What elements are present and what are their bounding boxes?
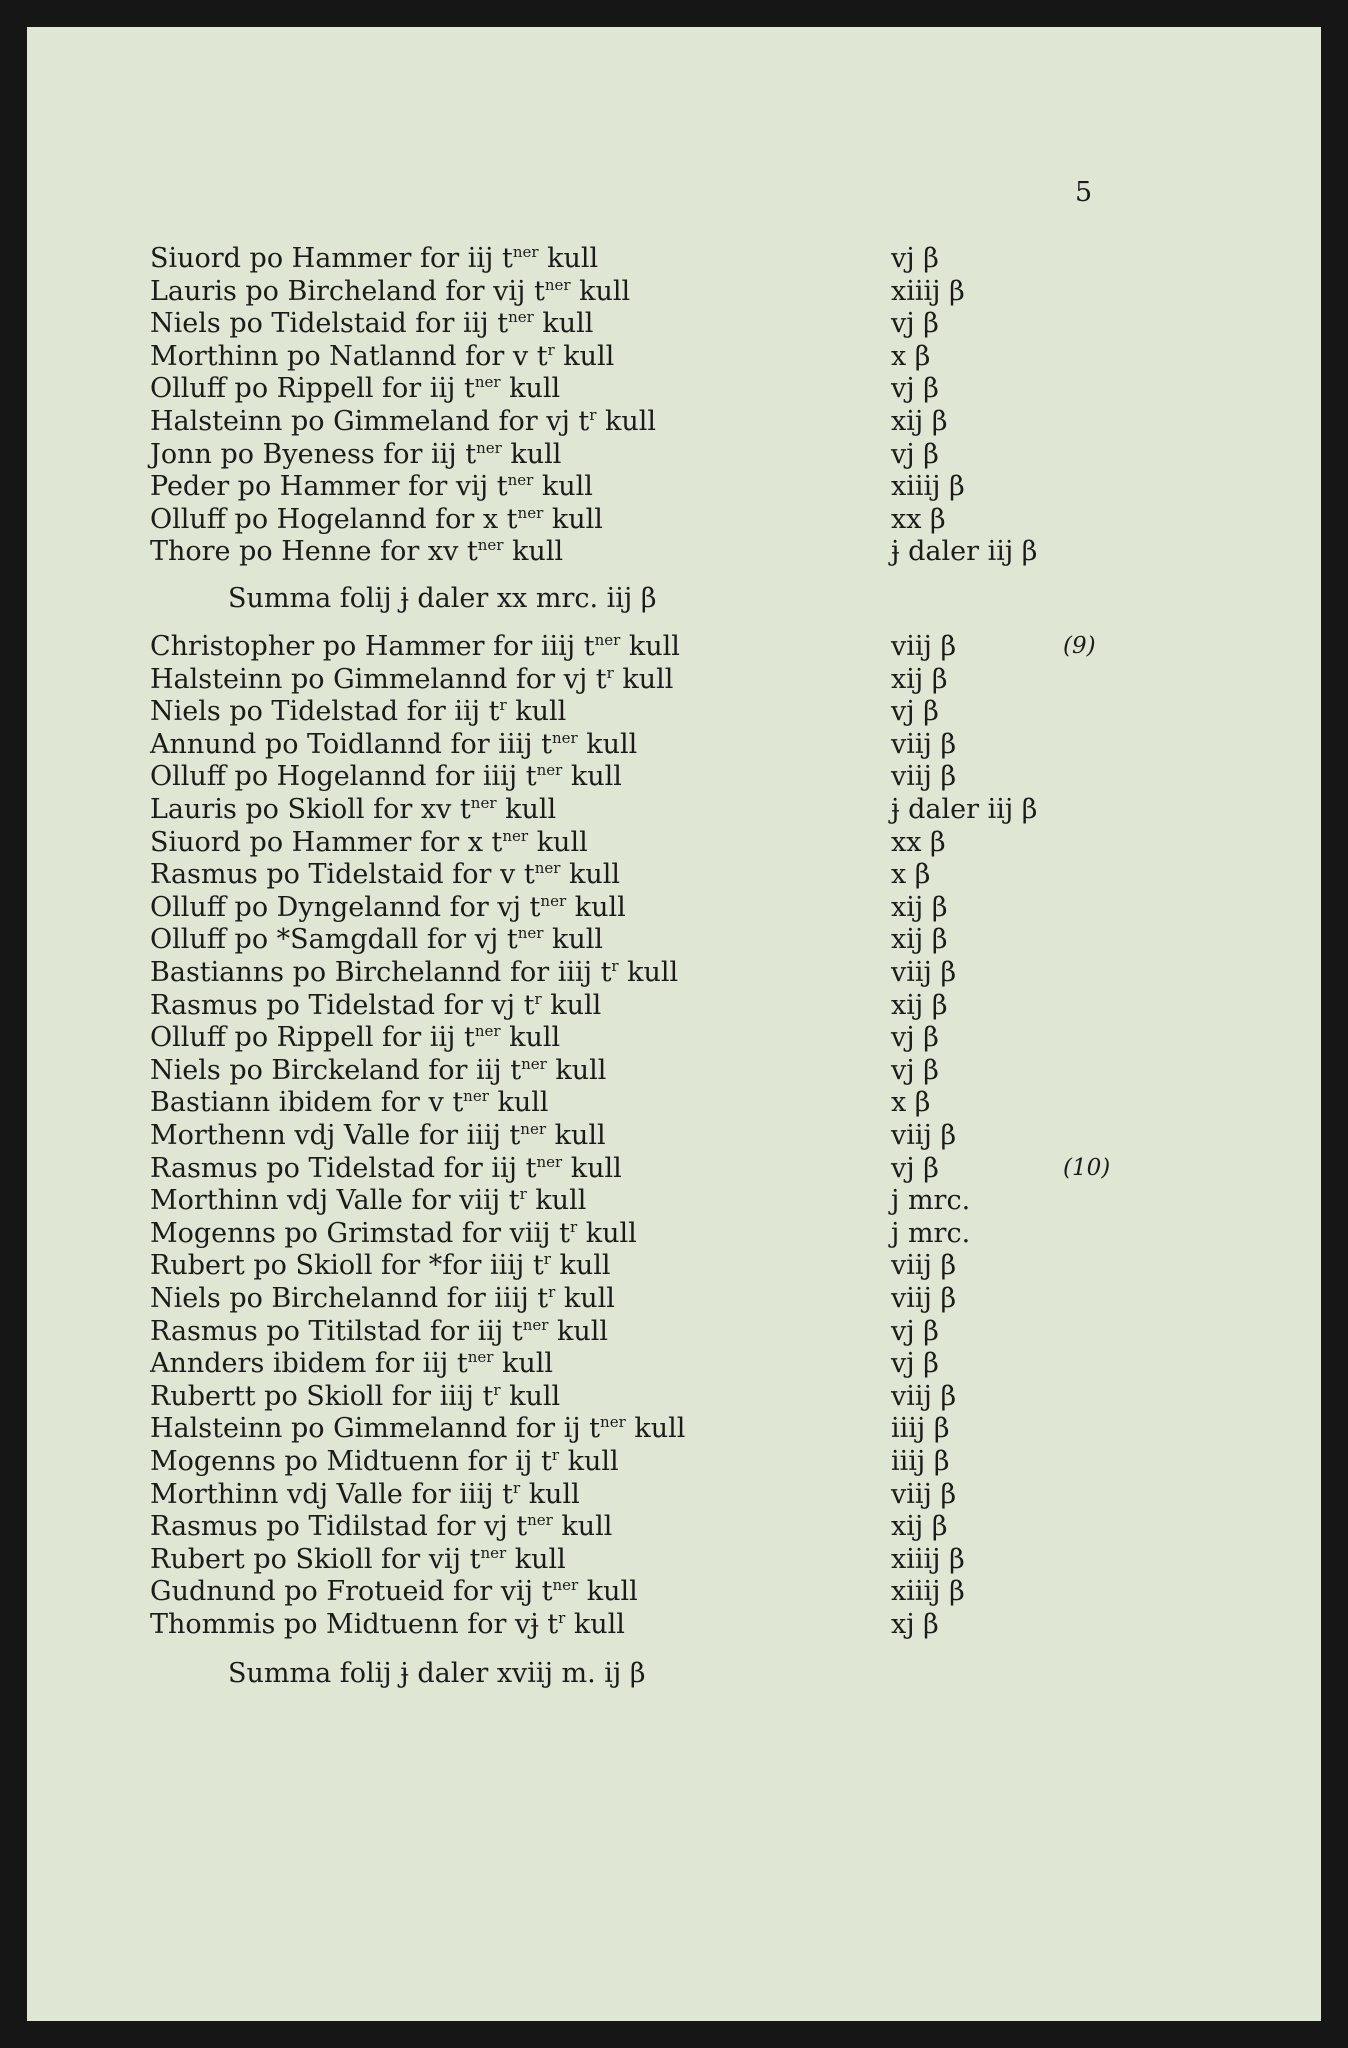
ledger-row xyxy=(27,307,1321,340)
superscript-abbrev: r xyxy=(611,957,619,975)
superscript-abbrev: r xyxy=(551,1446,559,1464)
entry-text: Thore po Henne for xv $t^{ner}$ kull xyxy=(150,536,564,568)
ledger-row xyxy=(27,923,1321,956)
entry-text: Siuord po Hammer for iij $t^{ner}$ kull xyxy=(150,243,599,274)
amount-text: j mrc. xyxy=(891,1185,971,1217)
entry-text: Halsteinn po Gimmeland for vj $t^r$ kull xyxy=(150,406,657,437)
entry-text: Niels po Tidelstaid for iij $t^{ner}$ kull xyxy=(150,308,594,340)
ledger-row xyxy=(27,858,1321,891)
ledger-row xyxy=(27,956,1321,989)
superscript-abbrev: r xyxy=(499,696,507,715)
ledger-row xyxy=(27,405,1321,438)
amount-text: vj β xyxy=(891,696,939,728)
entry-text: Gudnund po Frotueid for vij $t^{ner}$ kull xyxy=(150,1576,638,1608)
ledger-row xyxy=(27,793,1321,826)
ledger-row xyxy=(27,242,1321,275)
ledger-row xyxy=(27,275,1321,308)
amount-text: xiiij β xyxy=(891,1543,965,1575)
entry-text: Morthinn vdj Valle for iiij $t^r$ kull xyxy=(150,1478,580,1510)
ledger-row xyxy=(27,503,1321,536)
entry-text: Peder po Hammer for vij $t^{ner}$ kull xyxy=(150,471,593,503)
ledger-row xyxy=(27,695,1321,728)
entry-text: Rubert po Skioll for vij $t^{ner}$ kull xyxy=(150,1543,566,1575)
amount-text: viij β xyxy=(891,1120,957,1151)
ledger-row xyxy=(27,340,1321,373)
superscript-abbrev: ner xyxy=(540,891,567,910)
entry-text: Rasmus po Tidelstad for vj $t^r$ kull xyxy=(150,989,602,1021)
amount-text: xij β xyxy=(891,891,948,923)
entry-text: Niels po Birchelannd for iiij $t^r$ kull xyxy=(150,1283,615,1314)
amount-text: viij β xyxy=(891,631,957,662)
amount-text: x β xyxy=(891,1087,931,1119)
entry-text: Morthenn vdj Valle for iiij $t^{ner}$ kull xyxy=(150,1120,606,1151)
superscript-abbrev: ner xyxy=(474,373,501,392)
amount-text: viij β xyxy=(891,1478,957,1510)
entry-text: Olluff po Hogelannd for x $t^{ner}$ kull xyxy=(150,503,603,535)
superscript-abbrev: r xyxy=(589,406,597,424)
entry-text: Rubert po Skioll for *for iiij $t^r$ kull xyxy=(150,1250,611,1282)
entry-text: Thommis po Midtuenn for vɉ $t^r$ kull xyxy=(150,1609,625,1640)
amount-text: viij β xyxy=(891,1283,957,1314)
ledger-row xyxy=(27,1217,1321,1250)
amount-text: xij β xyxy=(891,406,948,437)
amount-text: vj β xyxy=(891,1348,939,1380)
superscript-abbrev: r xyxy=(519,1185,527,1204)
superscript-abbrev: ner xyxy=(502,826,529,845)
amount-text: iiij β xyxy=(891,1413,950,1445)
page-number: 5 xyxy=(1075,177,1093,208)
amount-text: x β xyxy=(891,340,931,372)
superscript-abbrev: r xyxy=(512,1478,521,1497)
superscript-abbrev: ner xyxy=(534,859,561,878)
entry-text: Rasmus po Tidilstad for vj $t^{ner}$ kull xyxy=(150,1511,613,1543)
ledger-row xyxy=(27,1412,1321,1445)
ledger-row xyxy=(27,760,1321,793)
entry-text: Lauris po Bircheland for vij $t^{ner}$ kull xyxy=(150,275,631,307)
superscript-abbrev: ner xyxy=(594,631,621,649)
entry-text: Olluff po Hogelannd for iiij $t^{ner}$ kull xyxy=(150,761,622,793)
amount-text: viij β xyxy=(891,1250,957,1282)
amount-text: xij β xyxy=(891,989,948,1021)
summa-line xyxy=(27,582,1321,615)
amount-text: vj β xyxy=(891,243,939,274)
superscript-abbrev: ner xyxy=(536,1152,563,1171)
entry-text: Morthinn po Natlannd for v $t^r$ kull xyxy=(150,340,615,372)
superscript-abbrev: ner xyxy=(517,924,544,943)
amount-text: xij β xyxy=(891,1511,948,1543)
amount-text: j mrc. xyxy=(891,1217,971,1249)
entry-text: Annund po Toidlannd for iiij $t^{ner}$ kull xyxy=(150,728,638,760)
entry-text: Olluff po Rippell for iij $t^{ner}$ kull xyxy=(150,373,561,405)
ledger-row xyxy=(27,630,1321,663)
ledger-row xyxy=(27,1184,1321,1217)
superscript-abbrev: ner xyxy=(520,1120,546,1138)
amount-text: vj β xyxy=(891,308,939,340)
entry-text: Annders ibidem for iij $t^{ner}$ kull xyxy=(150,1348,554,1380)
ledger-row xyxy=(27,1608,1321,1641)
amount-text: x β xyxy=(891,859,931,891)
entry-text: Bastiann ibidem for v $t^{ner}$ kull xyxy=(150,1087,549,1119)
superscript-abbrev: ner xyxy=(480,1543,507,1562)
superscript-abbrev: ner xyxy=(552,1576,579,1595)
summa-text: Summa folij ɉ daler xviij m. ij β xyxy=(228,1658,646,1689)
amount-text: viij β xyxy=(891,1380,957,1412)
summa-text: Summa folij ɉ daler xx mrc. iij β xyxy=(228,583,657,614)
amount-text: xij β xyxy=(891,924,948,956)
entry-text: Olluff po Rippell for iij $t^{ner}$ kull xyxy=(150,1022,561,1054)
superscript-abbrev: ner xyxy=(527,1511,553,1530)
amount-text: xiiij β xyxy=(891,275,965,307)
ledger-row xyxy=(27,535,1321,568)
entry-text: Mogenns po Midtuenn for ij $t^r$ kull xyxy=(150,1446,619,1477)
entry-text: Bastianns po Birchelannd for iiij $t^r$ kull xyxy=(150,957,679,988)
entry-text: Lauris po Skioll for xv $t^{ner}$ kull xyxy=(150,794,557,825)
amount-text: ɉ daler iij β xyxy=(891,794,1038,825)
ledger-row xyxy=(27,728,1321,761)
ledger-row xyxy=(27,1282,1321,1315)
amount-text: iiij β xyxy=(891,1446,950,1477)
entry-text: Morthinn vdj Valle for viij $t^r$ kull xyxy=(150,1185,587,1217)
entry-text: Rasmus po Tidelstad for iij $t^{ner}$ kull xyxy=(150,1152,622,1184)
superscript-abbrev: ner xyxy=(521,1054,547,1073)
ledger-row xyxy=(27,1380,1321,1413)
amount-text: viij β xyxy=(891,957,957,988)
entry-text: Christopher po Hammer for iiij $t^{ner}$ kull xyxy=(150,631,680,662)
amount-text: vj β xyxy=(891,1152,939,1184)
superscript-abbrev: r xyxy=(543,1250,551,1269)
ledger-row xyxy=(27,1086,1321,1119)
ledger-row xyxy=(27,1021,1321,1054)
entry-text: Niels po Birckeland for iij $t^{ner}$ kull xyxy=(150,1054,607,1086)
ledger-row xyxy=(27,1249,1321,1282)
ledger-row xyxy=(27,1510,1321,1543)
ledger-row xyxy=(27,826,1321,859)
entry-text: Halsteinn po Gimmelannd for vj $t^r$ kull xyxy=(150,663,674,695)
ledger-row xyxy=(27,1152,1321,1185)
amount-text: xj β xyxy=(891,1609,939,1640)
amount-text: xx β xyxy=(891,503,946,535)
ledger-row xyxy=(27,1575,1321,1608)
margin-note: (9) xyxy=(1063,633,1096,659)
superscript-abbrev: r xyxy=(493,1380,501,1399)
ledger-row xyxy=(27,1445,1321,1478)
superscript-abbrev: ner xyxy=(508,308,534,327)
superscript-abbrev: r xyxy=(548,1283,556,1301)
document-page xyxy=(27,27,1321,2021)
superscript-abbrev: ner xyxy=(467,1348,494,1367)
superscript-abbrev: ner xyxy=(551,728,578,747)
amount-text: xx β xyxy=(891,826,946,858)
ledger-row xyxy=(27,1543,1321,1576)
amount-text: ɉ daler iij β xyxy=(891,536,1038,568)
amount-text: vj β xyxy=(891,1315,939,1347)
ledger-row xyxy=(27,989,1321,1022)
ledger-row xyxy=(27,1478,1321,1511)
superscript-abbrev: r xyxy=(606,663,614,682)
entry-text: Rasmus po Titilstad for iij $t^{ner}$ kull xyxy=(150,1315,609,1347)
ledger-row xyxy=(27,1119,1321,1152)
amount-text: xij β xyxy=(891,663,948,695)
superscript-abbrev: ner xyxy=(463,1087,489,1106)
superscript-abbrev: ner xyxy=(476,438,502,457)
superscript-abbrev: r xyxy=(534,989,542,1008)
superscript-abbrev: ner xyxy=(477,536,504,555)
superscript-abbrev: r xyxy=(569,1217,578,1236)
superscript-abbrev: ner xyxy=(544,275,571,294)
entry-text: Siuord po Hammer for x $t^{ner}$ kull xyxy=(150,826,588,858)
ledger-row xyxy=(27,1315,1321,1348)
superscript-abbrev: ner xyxy=(600,1413,626,1432)
entry-text: Mogenns po Grimstad for viij $t^r$ kull xyxy=(150,1217,637,1249)
superscript-abbrev: ner xyxy=(512,243,539,261)
amount-text: viij β xyxy=(891,761,957,793)
entry-text: Olluff po Dyngelannd for vj $t^{ner}$ kull xyxy=(150,891,626,923)
margin-note: (10) xyxy=(1063,1154,1111,1181)
ledger-row xyxy=(27,1347,1321,1380)
ledger-row xyxy=(27,438,1321,471)
amount-text: viij β xyxy=(891,728,957,760)
superscript-abbrev: r xyxy=(547,340,555,359)
entry-text: Olluff po *Samgdall for vj $t^{ner}$ kull xyxy=(150,924,604,956)
summa-line xyxy=(27,1657,1321,1690)
entry-text: Niels po Tidelstad for iij $t^r$ kull xyxy=(150,696,567,728)
superscript-abbrev: ner xyxy=(470,794,497,812)
superscript-abbrev: ner xyxy=(517,503,544,522)
entry-text: Jonn po Byeness for iij $t^{ner}$ kull xyxy=(150,438,562,470)
superscript-abbrev: ner xyxy=(522,1315,549,1334)
ledger-row xyxy=(27,372,1321,405)
ledger-row xyxy=(27,1054,1321,1087)
amount-text: xiiij β xyxy=(891,471,965,503)
amount-text: vj β xyxy=(891,1022,939,1054)
entry-text: Rubertt po Skioll for iiij $t^r$ kull xyxy=(150,1380,561,1412)
entry-text: Halsteinn po Gimmelannd for ij $t^{ner}$ kull xyxy=(150,1413,686,1445)
superscript-abbrev: ner xyxy=(507,471,534,490)
amount-text: vj β xyxy=(891,373,939,405)
ledger-row xyxy=(27,470,1321,503)
superscript-abbrev: ner xyxy=(536,761,563,780)
ledger-row xyxy=(27,891,1321,924)
amount-text: xiiij β xyxy=(891,1576,965,1608)
amount-text: vj β xyxy=(891,438,939,470)
amount-text: vj β xyxy=(891,1054,939,1086)
ledger-row xyxy=(27,663,1321,696)
superscript-abbrev: ner xyxy=(474,1022,501,1041)
superscript-abbrev: r xyxy=(558,1609,566,1627)
entry-text: Rasmus po Tidelstaid for v $t^{ner}$ kull xyxy=(150,859,621,891)
